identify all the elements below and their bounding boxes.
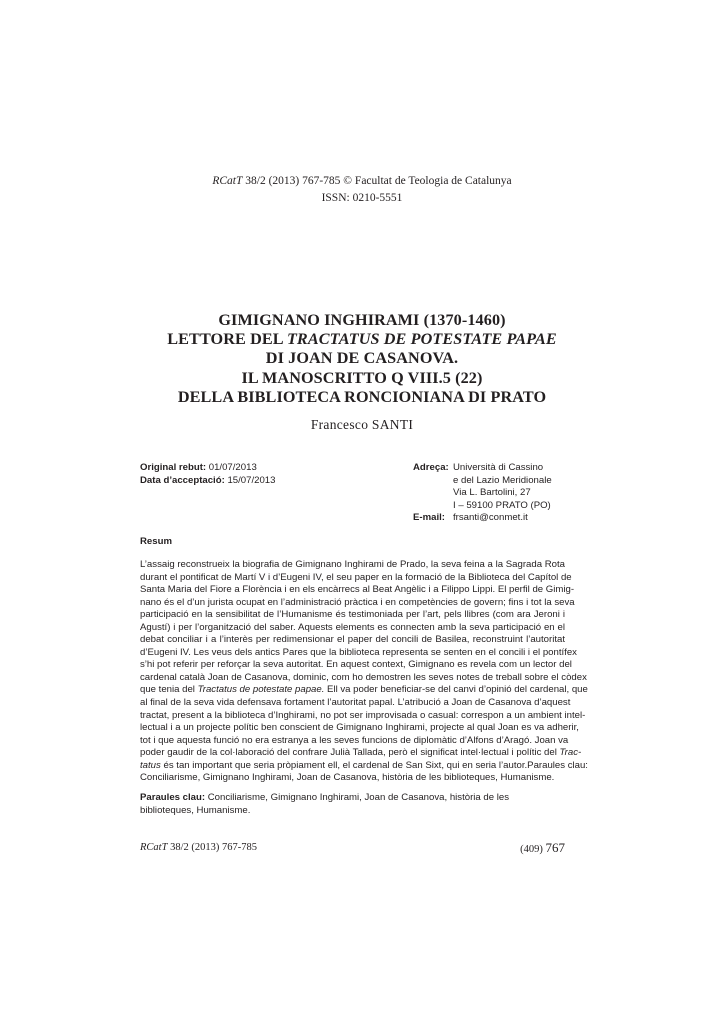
title-line-1: GIMIGNANO INGHIRAMI (1370-1460) [218,311,506,329]
abstract-line: poder gaudir de la col·laboració del confrare Julià Tallada, però el significat intel·lectual i polític del Trac- [140,747,582,759]
journal-abbr: RCatT [212,175,243,187]
abstract-body [140,559,588,785]
address-line: Via L. Bartolini, 27 [453,487,531,499]
address-label: Adreça: [413,462,449,473]
article-title [100,311,624,407]
title-line-4: IL MANOSCRITTO Q VIII.5 (22) [241,368,483,387]
abstract-line: participació en la sensibilitat de l’Humanisme és testimoniada per l’art, pels llibres (com ara Jeroni i [140,609,565,621]
abstract-line: Santa Maria del Fiore a Florència i en els encàrrecs al Beat Angèlic i a Filippo Lippi. El perfil de Gimig- [140,584,575,596]
abstract-heading: Resum [140,536,172,547]
abstract-line: s’hi pot referir per reforçar la seva autoritat. En aquest context, Gimignano es revela com un lector del [140,659,572,671]
abstract-line: nano és el d’un jurista ocupat en l’administració pràctica i en competències de govern; fins i tot la seva [140,596,575,608]
title-line-3: DI JOAN DE CASANOVA. [265,349,459,368]
footer-citation: RCatT 38/2 (2013) 767-785 [140,842,257,853]
abstract-line: lectual i a un projecte polític ben conscient de Gimignano Inghirami, projecte al qual Joan es va adherir, [140,722,579,734]
abstract-line: d’Eugeni IV. Les veus dels antics Pares que la biblioteca representa se senten en el concili i el pontífex [140,646,577,658]
keywords-label: Paraules clau: [140,792,206,803]
address-line: I – 59100 PRATO (PO) [453,499,551,511]
email-label: E-mail: [413,512,445,524]
journal-header [140,173,584,207]
keywords-text: Conciliarisme, Gimignano Inghirami, Joan de Casanova, història de les biblioteques, Humanisme. [140,792,510,816]
abstract-line: tatus és tan important que seria pròpiament ell, el cardenal de San Sixt, qui en seria l’autor.Paraules clau: [140,759,588,771]
abstract-line: Agustí) i per l’organització del saber. Aquests elements es connecten amb la seva participació en el [140,621,565,633]
abstract-line: que tenia del Tractatus de potestate papae. Ell va poder beneficiar-se del canvi d’opinió del cardenal, que [140,684,588,696]
article-dates [140,462,275,487]
address-line: Università di Cassino [453,462,544,473]
abstract-line: debat conciliar i a l’interès per redimensionar el paper del concili de Basilea, reconstruint l’autoritat [140,634,565,646]
abstract-line: Conciliarisme, Gimignano Inghirami, Joan de Casanova, història de les biblioteques, Humanisme. [140,772,555,784]
email-value: frsanti@conmet.it [453,512,528,524]
title-line-5: DELLA BIBLIOTECA RONCIONIANA DI PRATO [177,387,547,406]
title-line-2: LETTORE DEL TRACTATUS DE POTESTATE PAPAE [167,330,557,349]
page-number: (409) 767 [520,840,565,855]
received-date: Original rebut: 01/07/2013 [140,462,257,473]
keywords [140,792,565,817]
accepted-date: Data d’acceptació: 15/07/2013 [140,474,276,486]
address-line: e del Lazio Meridionale [453,474,552,486]
abstract-line: cardenal català Joan de Casanova, dominic, com ho demostren les seves notes de treball sobre el còdex [140,671,587,683]
abstract-line: durant el pontificat de Martí V i d’Eugeni IV, el seu paper en la formació de la Biblioteca del Capítol de [140,571,572,583]
abstract-line: tot i que aquesta funció no era estranya a les seves funcions de diplomàtic d’Alfons d’Aragó. Joan va [140,734,569,746]
abstract-line: L’assaig reconstrueix la biografia de Gimignano Inghirami de Prado, la seva feina a la Sagrada Rota [140,559,565,570]
journal-citation: RCatT 38/2 (2013) 767-785 © Facultat de Teologia de Catalunya [212,175,512,187]
author-name: Francesco SANTI [310,417,414,432]
abstract-line: al final de la seva vida defensava fortament l’autoritat papal. L’atribució a Joan de Casanova d’aquest [140,697,571,709]
issn: ISSN: 0210-5551 [321,192,403,204]
author-address [413,462,552,525]
abstract-line: tractat, present a la biblioteca d’Inghirami, no pot ser improvisada o casual: correspon a un ambient intel- [140,709,586,721]
